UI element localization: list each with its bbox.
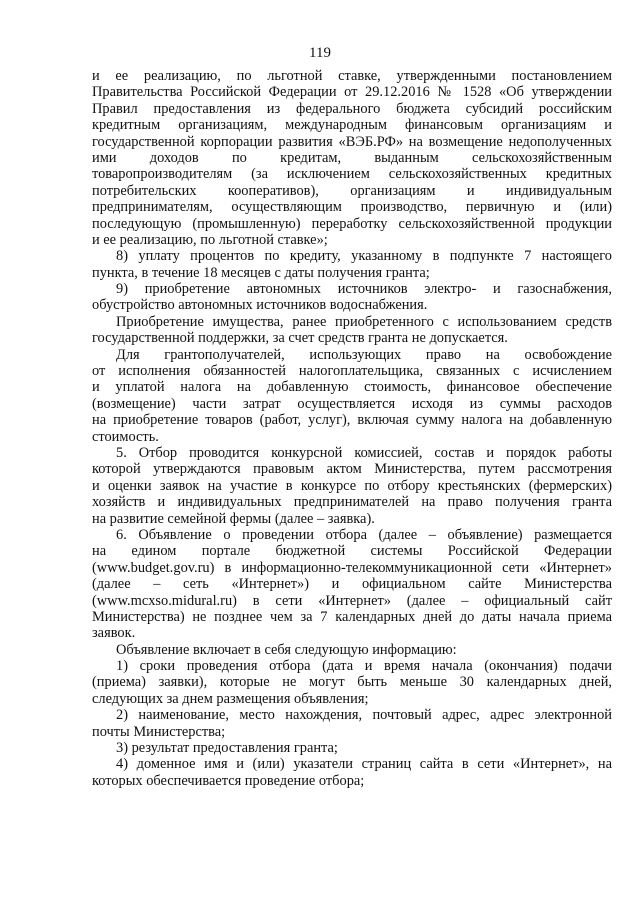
text-line: и ее реализацию, по льготной ставке, утвержденными постановлением — [92, 68, 612, 84]
text-line: заявок. — [92, 625, 136, 642]
text-line: потребительских кооперативов), организациям и индивидуальным — [92, 182, 612, 199]
text-line: которых обеспечивается проведение отбора; — [92, 772, 365, 789]
text-line: государственной корпорации развития «ВЭБ.РФ» на возмещение недополученных — [92, 133, 612, 150]
text-line: на развитие семейной фермы (далее – заявка). — [92, 510, 375, 527]
text-line: (www.mcxso.midural.ru) в сети «Интернет» (далее – официальный сайт — [92, 592, 612, 609]
text-line: обустройство автономных источников водоснабжения. — [92, 297, 428, 314]
text-line: и оценки заявок на участие в конкурсе по отбору крестьянских (фермерских) — [92, 477, 612, 494]
text-line: 4) доменное имя и (или) указатели страниц сайта в сети «Интернет», на — [116, 756, 612, 773]
text-line: государственной поддержки, за счет средств гранта не допускается. — [92, 330, 508, 347]
text-line: 5. Отбор проводится конкурсной комиссией, состав и порядок работы — [116, 444, 612, 461]
text-line: на приобретение товаров (работ, услуг), включая сумму налога на добавленную — [92, 412, 612, 429]
document-body — [92, 68, 612, 789]
text-line: ими доходов по кредитам, выданным сельскохозяйственным — [92, 149, 612, 166]
text-line: кредитным организациям, международным финансовым организациям и — [92, 117, 612, 134]
text-line: (возмещение) части затрат осуществляется исходя из суммы расходов — [92, 395, 612, 412]
text-line: стоимость. — [92, 428, 159, 445]
text-line: 8) уплату процентов по кредиту, указанному в подпункте 7 настоящего — [116, 248, 612, 265]
text-line: Министерства) не позднее чем за 7 календарных дней до даты начала приема — [92, 608, 612, 625]
text-line: почты Министерства; — [92, 723, 226, 740]
text-line: пункта, в течение 18 месяцев с даты получения гранта; — [92, 264, 430, 281]
text-line: Для грантополучателей, использующих право на освобождение — [116, 346, 612, 363]
text-line: (www.budget.gov.ru) в информационно-телекоммуникационной сети «Интернет» — [92, 559, 612, 576]
text-line: Правительства Российской Федерации от 29.12.2016 № 1528 «Об утверждении — [92, 84, 612, 101]
text-line: Правил предоставления из федерального бюджета субсидий российским — [92, 100, 612, 117]
text-line: предпринимателям, осуществляющим производство, первичную и (или) — [92, 199, 612, 216]
text-line: последующую (промышленную) переработку сельскохозяйственной продукции — [92, 215, 612, 232]
text-line: от исполнения обязанностей налогоплательщика, связанных с исчислением — [92, 363, 612, 380]
text-line: хозяйств и индивидуальных предпринимателей на право получения гранта — [92, 494, 612, 511]
page-number: 119 — [309, 45, 331, 61]
text-line: 9) приобретение автономных источников электро- и газоснабжения, — [116, 281, 612, 298]
text-line: Объявление включает в себя следующую информацию: — [116, 641, 457, 658]
text-line: Приобретение имущества, ранее приобретенного с использованием средств — [116, 313, 612, 330]
text-line: 6. Объявление о проведении отбора (далее – объявление) размещается — [116, 526, 612, 543]
text-line: которой утверждаются правовым актом Министерства, путем рассмотрения — [92, 461, 612, 478]
text-line: (далее – сеть «Интернет») и официальном сайте Министерства — [92, 576, 612, 593]
text-line: 3) результат предоставления гранта; — [116, 740, 338, 757]
text-line: следующих за днем размещения объявления; — [92, 690, 369, 707]
text-line: и ее реализацию, по льготной ставке»; — [92, 231, 328, 248]
text-line: (приема) заявки), которые не могут быть меньше 30 календарных дней, — [92, 674, 612, 691]
text-line: товаропроизводителям (за исключением сельскохозяйственных кредитных — [92, 166, 612, 183]
text-line: 2) наименование, место нахождения, почтовый адрес, адрес электронной — [116, 707, 612, 724]
text-line: 1) сроки проведения отбора (дата и время начала (окончания) подачи — [116, 658, 612, 675]
text-line: на едином портале бюджетной системы Российской Федерации — [92, 543, 612, 560]
text-line: и уплатой налога на добавленную стоимость, финансовое обеспечение — [92, 379, 612, 396]
